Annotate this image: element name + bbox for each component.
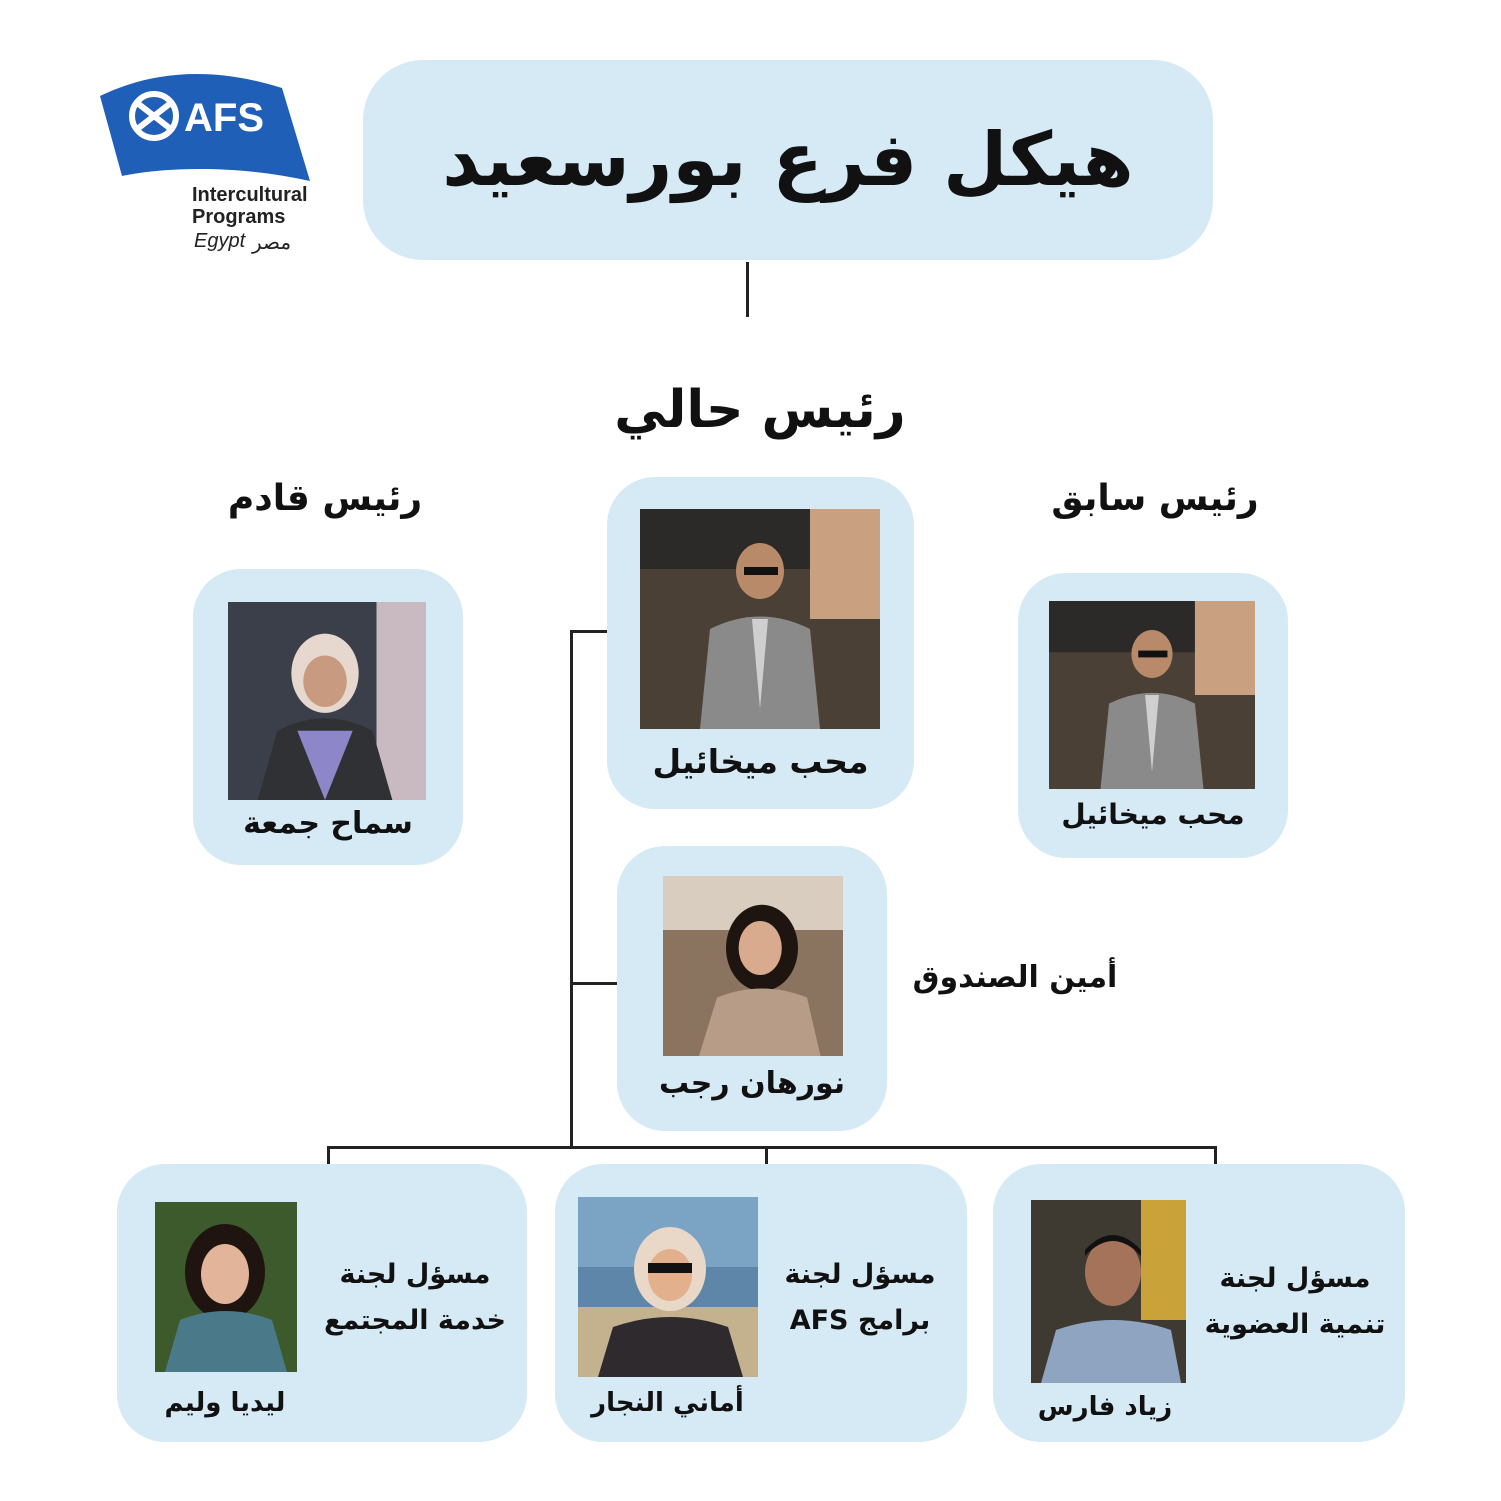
committee-drop-middle [765, 1146, 768, 1164]
committee-2-role-line2: برامج AFS [789, 1305, 931, 1336]
logo-line3-arabic: مصر [252, 232, 292, 254]
title-box [363, 60, 1213, 260]
committee-1-role-line1: مسؤل لجنة [339, 1259, 491, 1290]
trunk-to-president [570, 630, 610, 633]
afs-logo [92, 66, 322, 256]
logo-brand: AFS [184, 96, 264, 140]
committee-3-photo [1031, 1200, 1186, 1383]
trunk-to-treasurer [570, 982, 618, 985]
committee-drop-left [327, 1146, 330, 1164]
title-connector [746, 262, 749, 317]
logo-line1: Intercultural [192, 184, 308, 206]
committee-bar [327, 1146, 1217, 1149]
past-president-heading: رئيس سابق [1051, 478, 1259, 519]
treasurer-name: نورهان رجب [658, 1066, 846, 1101]
trunk-line [570, 630, 573, 1148]
incoming-president-name: سماح جمعة [243, 806, 413, 841]
committee-drop-right [1214, 1146, 1217, 1164]
committee-1-photo [155, 1202, 297, 1372]
current-president-photo [640, 509, 880, 729]
committee-2-photo [578, 1197, 758, 1377]
committee-2-role-line1: مسؤل لجنة [784, 1259, 936, 1290]
logo-line3-latin: Egypt [194, 230, 246, 252]
committee-1-role-line2: خدمة المجتمع [323, 1305, 507, 1336]
incoming-president-photo [228, 602, 426, 800]
current-president-heading: رئيس حالي [614, 380, 906, 440]
current-president-name: محب ميخائيل [652, 742, 869, 781]
past-president-name: محب ميخائيل [1061, 798, 1245, 831]
treasurer-heading: أمين الصندوق [912, 960, 1118, 995]
committee-2-name: أماني النجار [591, 1388, 744, 1418]
committee-3-role-line2: تنمية العضوية [1204, 1309, 1386, 1340]
committee-3-name: زياد فارس [1037, 1392, 1173, 1422]
committee-1-name: ليديا وليم [164, 1388, 286, 1418]
treasurer-photo [663, 876, 843, 1056]
incoming-president-heading: رئيس قادم [227, 478, 423, 519]
page-title: هيكل فرع بورسعيد [442, 117, 1134, 203]
past-president-photo [1049, 601, 1255, 789]
committee-3-role-line1: مسؤل لجنة [1219, 1263, 1371, 1294]
logo-line2: Programs [192, 206, 286, 228]
